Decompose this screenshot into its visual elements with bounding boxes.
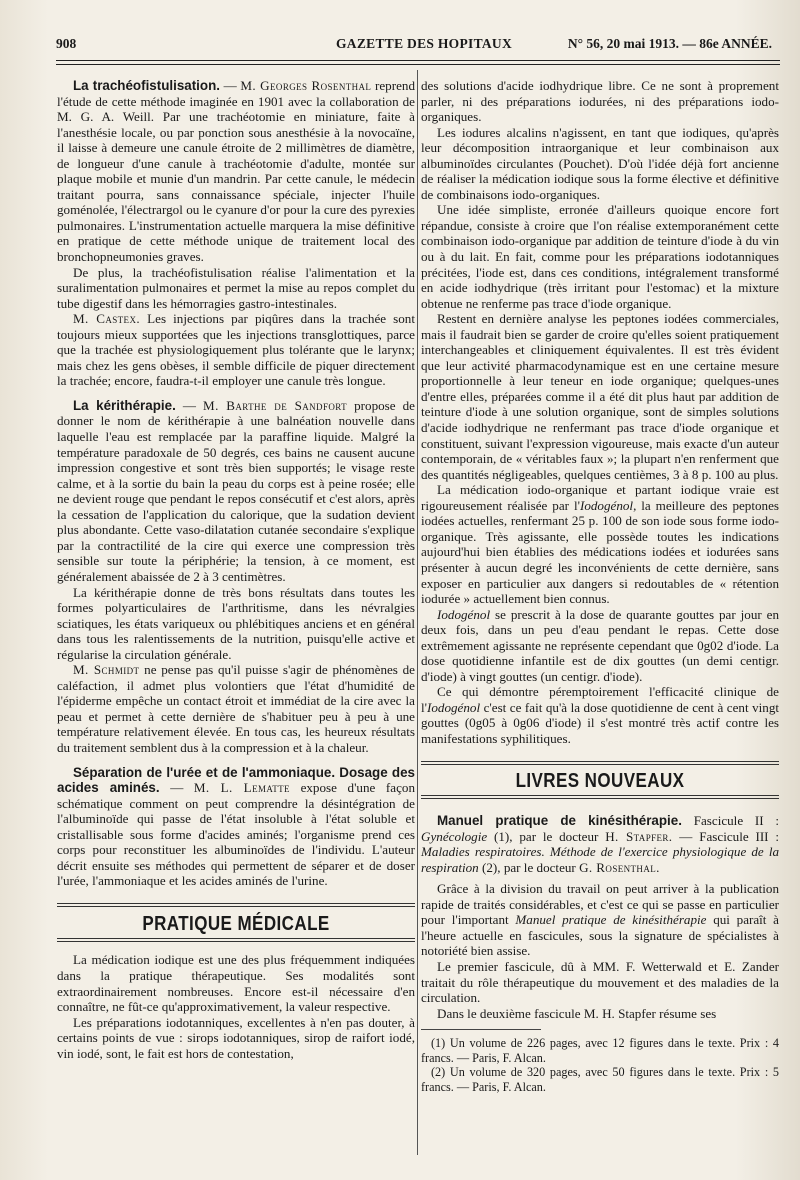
livres-para-2: Le premier fascicule, dû à MM. F. Wetterwald et E. Zander traitait du rôle thérapeutique du mouvement et des maladies de la circulation.	[421, 958, 779, 1006]
castex-name: M. Castex.	[73, 311, 141, 327]
iodogenol-term-3: Iodogénol	[427, 699, 481, 715]
section-title-pratique: PRATIQUE MÉDICALE	[142, 912, 330, 935]
page-number: 908	[56, 36, 77, 51]
para7-end: c'est ce fait qu'à la dose quotidienne de cent à cent vingt gouttes (0g05 à 0g06 d'iode) il s'est montré très actif contre les manifestations syphilitiques.	[421, 699, 780, 746]
pratique-cont-para-6	[421, 607, 779, 685]
trach-para-2: De plus, la trachéofistulisation réalise l'alimentation et la suralimentation pulmonaires et permet la mise au repos complet du tube digestif dans les hémorragies gastro-intestinales.	[57, 264, 415, 311]
kerith-text-3: ne pense pas qu'il puisse s'agir de phénomènes de caléfaction, il admet plus volontiers que l'état d'humidité de l'épiderme empêche un contact étroit et immédiat de la cire avec la peau et permet à cette dernière de s'habituer peu à peu à une température relativement élevée. En tous cas, les heureux résultats du traitement semblent dus à la compression et à la chaleur.	[57, 662, 415, 755]
para6-text: se prescrit à la dose de quarante gouttes par jour en deux fois, dans un peu d'eau pendant le repas. Cette dose extrêmement agissante ne représente cependant que 0g02 d'iode. La dose quotidienne infantile est de dix gouttes (un demi centigr. d'iode) à vingt gouttes (un centigr. d'iode).	[421, 606, 779, 684]
urea-author: M. L. Lematte	[193, 780, 290, 796]
section-title-livres: LIVRES NOUVEAUX	[515, 769, 685, 792]
kerith-heading: La kérithérapie.	[73, 397, 176, 413]
urea-text-1: expose d'une façon schématique comment on peut comprendre la désintégration de l'albuminoïde qui passe de l'état insoluble à l'état soluble et cristallisable sous forme d'acides aminés; l'organisme prend ces corps pour reconstituer les albuminoïdes de l'individu. L'auteur décrit ensuite ses méthodes qui permettent de séparer et de doser l'urée, l'ammoniaque et les acides aminés de l'urine.	[57, 780, 415, 889]
pratique-para-1: La médication iodique est une des plus fréquemment indiquées dans la pratique thérapeutique. Ses modalités sont extraordinairement nombreuses. Encore est-il nécessaire d'en connaître, ne fût-ce qu'approximativement, la valeur respective.	[57, 952, 415, 1015]
header-rule-thin	[56, 64, 780, 65]
book-entry	[421, 813, 779, 875]
kerith-para-2: La kérithérapie donne de très bons résultats dans toutes les formes polyarticulaires de l'arthritisme, dans les névralgies sciatiques, les états variqueux ou phlébitiques anciens et en général dans tous les ralentissements de la nutrition, puisqu'elle active et régularise la circulation générale.	[57, 584, 415, 662]
kerith-para-1: La kérithérapie. — M. Barthe de Sandfort propose de donner le nom de kérithérapie à une balnéation nouvelle dans laquelle l'eau est remplacée par la paraffine liquide. Malgré la température paradoxale de 50 degrés, ces bains ne causent aucune impression congestive et sont très bien supportés; le visage reste calme, et à la sortie du bain la peau du corps est à peine rosée; elle ne devient rouge que pendant le repos consécutif et c'est alors, après la cessation de l'application du calorique, que la sudation devient plus abondante. Cette vaso-dilatation cutanée secondaire s'explique par la contractilité de la cire qui exerce une compression très sensible sur toute la périphérie; la tension, à ce moment, est généralement abaissée de 2 à 3 centimètres.	[57, 397, 415, 584]
para5-end: , la meilleure des peptones iodées actuelles, renfermant 25 p. 100 de son iode sous forme iodo-organique. Très agissante, elle possède toutes les indications aujourd'hui bien établies des médications iodées et iodurées sans présenter à aucun degré les inconvénients de cette dernière, sans exposer en particulier aux dangers si redoutables de « rétention iodurée » actuellement bien connus.	[421, 497, 779, 607]
livres-p1-title: Manuel pratique de kinésithérapie	[515, 912, 707, 928]
journal-title: GAZETTE DES HOPITAUX	[336, 36, 513, 51]
kerith-para-3	[57, 662, 415, 755]
pratique-cont-para-1: des solutions d'acide iodhydrique libre. Ce ne sont à proprement parler, ni des préparations iodurées, ni des préparations iodo-organiques.	[421, 78, 779, 125]
footnote-2: (2) Un volume de 320 pages, avec 50 figures dans le texte. Prix : 5 francs. — Paris, F. Alcan.	[421, 1065, 779, 1094]
iodogenol-term: Iodogénol	[579, 497, 634, 513]
pratique-para-2: Les préparations iodotanniques, excellentes à n'en pas douter, à certains points de vue : sirops iodotanniques, sirop de raifort iodé, vin iodé, sont, le fait est hors de contestation,	[57, 1014, 415, 1061]
page-header	[56, 34, 780, 56]
urea-heading: Séparation de l'urée et de l'ammoniaque. Dosage des acides aminés.	[57, 764, 415, 796]
fasc3-ref: (2), par le docteur	[482, 859, 576, 875]
left-column	[57, 78, 415, 1061]
pratique-cont-para-4: Restent en dernière analyse les peptones iodées commerciales, mais il faudrait bien se garder de croire qu'elles soient pratiquement interchangeables et cliniquement équivalentes. Il est très évident que leur activité pharmacodynamique est en une certaine mesure proportionnelle à leur teneur en iode organique; quelques-unes d'entre elles, préparées comme il a été dit plus haut par addition de teinture d'iode à une solution organique, sont de simples solutions d'acide iodhydrique ne renfermant pas trace d'iode organique et constituent, suivant l'expression vigoureuse, mais exacte d'un auteur contemporain, de « véritables faux »; la plupart n'en renferment que des quantités négligeables, quelques centièmes, 3 à 8 p. 100 au plus.	[421, 311, 779, 482]
para5-start: La médication iodo-organique et partant iodique vraie est rigoureusement réalisée par l'	[421, 482, 779, 513]
pratique-cont-para-3: Une idée simpliste, erronée d'ailleurs quoique encore fort répandue, consiste à croire que l'on réalise extemporanément cette combinaison iodo-organique par addition de teinture d'iode à du vin ou à du lait. En fait, comme pour les préparations iodotanniques précitées, l'iode est, dans ces conditions, intégralement transformé en acide iodhydrique (très irritant pour l'estomac) et la mixture obtenue ne renferme pas trace d'iode organique.	[421, 202, 779, 311]
pratique-cont-para-5	[421, 482, 779, 606]
fasc3-author: G. Rosenthal.	[579, 859, 660, 875]
kerith-text-1: propose de donner le nom de kérithérapie à une balnéation nouvelle dans laquelle l'eau est remplacée par la paraffine liquide. Malgré la température paradoxale de 50 degrés, ces bains ne causent aucune impression congestive et sont très bien supportés; le visage reste calme, et à la sortie du bain la peau du corps est à peine rosée; elle ne devient rouge que pendant le repos consécutif et c'est alors, après la cessation de l'application du calorique, que la sudation devient plus abondante. Cette vaso-dilatation cutanée secondaire s'explique par la contractilité de la cire qui exerce une compression très sensible sur toute la périphérie; la tension, à ce moment, est généralement abaissée de 2 à 3 centimètres.	[57, 397, 415, 584]
issue-info: N° 56, 20 mai 1913. — 86e ANNÉE.	[567, 36, 772, 51]
trach-para-1: La trachéofistulisation. — M. Georges Rosenthal reprend l'étude de cette méthode imaginée en 1901 avec la collaboration de M. G. A. Weill. Par une trachéotomie en miniature, faite à l'anesthésie locale, ou par ponction sous anesthésie à la novocaïne, il laisse à demeure une canule étroite de 2 millimètres de diamètre, de longueur d'une canule à trachéotomie d'adulte, montée sur plaque mobile et munie d'un mandrin. Par cette canule, le médecin traitant pourra, sans connaissance spéciale, injecter l'huile goménolée, l'électrargol ou le cyanure d'or pour la cure des pyrexies pulmonaires. L'instrumentation actuelle marquera la mise définitive en pratique de cette méthode unique de traitement local des bronchopneumonies graves.	[57, 78, 415, 265]
pratique-cont-para-2: Les iodures alcalins n'agissent, en tant que iodiques, qu'après leur décomposition intraorganique et leur combinaison aux albuminoïdes circulantes (Pouchet). D'où l'idée déjà fort ancienne de réaliser la médication iodique sous la forme élective et définitive de combinaisons iodo-organiques.	[421, 124, 779, 202]
footnote-1: (1) Un volume de 226 pages, avec 12 figures dans le texte. Prix : 4 francs. — Paris, F. Alcan.	[421, 1036, 779, 1065]
fasc2-ref: (1), par le docteur	[493, 828, 599, 844]
trach-heading: La trachéofistulisation.	[73, 78, 220, 93]
pratique-cont-para-7	[421, 684, 779, 746]
fasc2-title: Gynécologie	[421, 828, 488, 844]
livres-p1-end: qui paraît à l'heure actuelle en fascicules, sous la signature de spécialistes à notoriété bien assise.	[421, 912, 779, 959]
urea-para-1: Séparation de l'urée et de l'ammoniaque. Dosage des acides aminés. — M. L. Lematte expose d'une façon schématique comment on peut comprendre la désintégration de l'albuminoïde qui passe de l'état insoluble à l'état soluble et cristallisable sous forme d'acides aminés; l'organisme prend ces corps pour reconstituer les albuminoïdes de l'individu. L'auteur décrit ensuite ses méthodes qui permettent de séparer et de doser l'urée, l'ammoniaque et les acides aminés de l'urine.	[57, 764, 415, 889]
right-column	[421, 78, 779, 1094]
column-divider	[417, 70, 418, 1155]
livres-para-3: Dans le deuxième fascicule M. H. Stapfer résume ses	[437, 1005, 717, 1021]
book-heading: Manuel pratique de kinésithérapie.	[437, 813, 682, 829]
trach-para-3	[57, 311, 415, 389]
header-rule	[56, 60, 780, 61]
iodogenol-term-2: Iodogénol	[437, 606, 491, 622]
livres-p1-start: Grâce à la division du travail on peut arriver à la publication rapide de traités considérables, et c'est ce qui se passe en particulier pour l'important	[421, 881, 779, 928]
trach-author: M. Georges Rosenthal	[240, 78, 372, 93]
fasc3-title: Maladies respiratoires. Méthode de l'exercice physiologique de la respiration	[421, 844, 779, 875]
fasc2-label: Fascicule II :	[693, 813, 779, 829]
trach-text-1: reprend l'étude de cette méthode imaginée en 1901 avec la collaboration de M. G. A. Weill. Par une trachéotomie en miniature, faite à l'anesthésie locale, ou par ponction sous anesthésie à la novocaïne, il laisse à demeure une canule étroite de 2 millimètres de diamètre, de longueur d'une canule à trachéotomie d'adulte, montée sur plaque mobile et munie d'un mandrin. Par cette canule, le médecin traitant pourra, sans connaissance spéciale, injecter l'huile goménolée, l'électrargol ou le cyanure d'or pour la cure des pyrexies pulmonaires. L'instrumentation actuelle marquera la mise définitive en pratique de cette méthode unique de traitement local des bronchopneumonies graves.	[57, 78, 415, 265]
fasc3-label: — Fascicule III :	[679, 828, 779, 844]
para7-start: Ce qui démontre péremptoirement l'efficacité clinique de l'	[421, 684, 779, 715]
footnotes	[421, 1036, 779, 1094]
fasc2-author: H. Stapfer.	[605, 828, 673, 844]
kerith-author: M. Barthe de Sandfort	[203, 397, 348, 413]
schmidt-name: M. Schmidt	[73, 662, 140, 678]
livres-para-1	[421, 881, 779, 959]
trach-text-3: Les injections par piqûres dans la trachée sont toujours mieux supportées que les injections transglottiques, parce que la trachée est physiologiquement plus tolérante que le larynx; mais chez les gens obèses, il semble difficile de piquer directement la trachée; encore, faudra-t-il employer une canule très longue.	[57, 311, 415, 389]
